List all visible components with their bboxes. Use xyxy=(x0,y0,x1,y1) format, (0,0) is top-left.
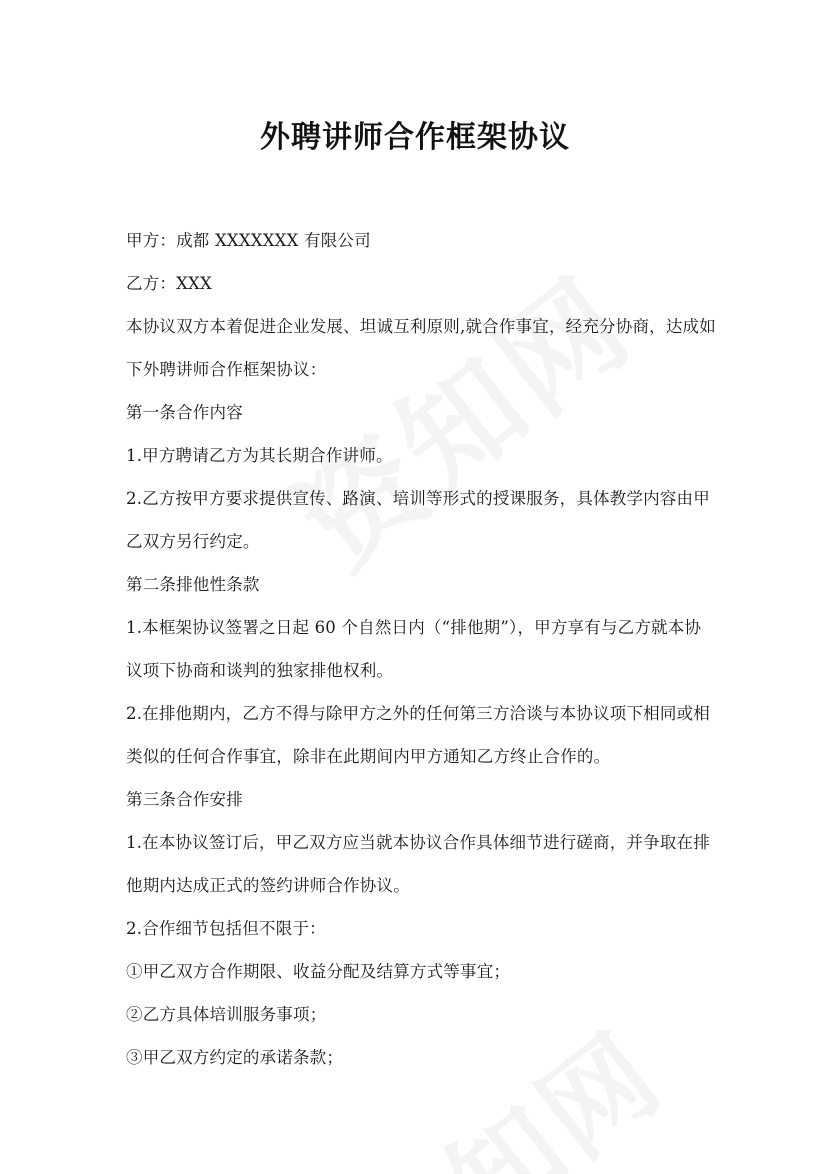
party-a-line: 甲方：成都 XXXXXXX 有限公司 xyxy=(126,231,371,250)
clause-line: 2.在排他期内，乙方不得与除甲方之外的任何第三方洽谈与本协议项下相同或相 xyxy=(126,704,710,723)
clause-line: 1.本框架协议签署之日起 60 个自然日内（“排他期”），甲方享有与乙方就本协 xyxy=(126,618,702,637)
clause-line: 1.甲方聘请乙方为其长期合作讲师。 xyxy=(126,446,393,465)
clause-line: 1.在本协议签订后，甲乙双方应当就本协议合作具体细节进行磋商，并争取在排 xyxy=(126,833,710,852)
document-title: 外聘讲师合作框架协议 xyxy=(260,120,570,155)
section-heading: 第三条合作安排 xyxy=(126,790,243,809)
list-item: ②乙方具体培训服务事项； xyxy=(126,1005,327,1024)
list-item: ③甲乙双方约定的承诺条款； xyxy=(126,1048,344,1067)
clause-line: 2.合作细节包括但不限于： xyxy=(126,919,326,938)
preamble-line: 本协议双方本着促进企业发展、坦诚互利原则,就合作事宜，经充分协商，达成如 xyxy=(126,317,716,336)
clause-line: 类似的任何合作事宜，除非在此期间内甲方通知乙方终止合作的。 xyxy=(126,747,611,766)
preamble-line: 下外聘讲师合作框架协议： xyxy=(126,360,327,379)
clause-line: 乙双方另行约定。 xyxy=(126,532,260,551)
clause-line: 议项下协商和谈判的独家排他权利。 xyxy=(126,661,394,680)
section-heading: 第二条排他性条款 xyxy=(126,575,260,594)
clause-line: 2.乙方按甲方要求提供宣传、路演、培训等形式的授课服务，具体教学内容由甲 xyxy=(126,489,710,508)
document-body xyxy=(126,219,716,1079)
list-item: ①甲乙双方合作期限、收益分配及结算方式等事宜； xyxy=(126,962,511,981)
clause-line: 他期内达成正式的签约讲师合作协议。 xyxy=(126,876,410,895)
party-b-line: 乙方：XXX xyxy=(126,274,212,293)
section-heading: 第一条合作内容 xyxy=(126,403,243,422)
